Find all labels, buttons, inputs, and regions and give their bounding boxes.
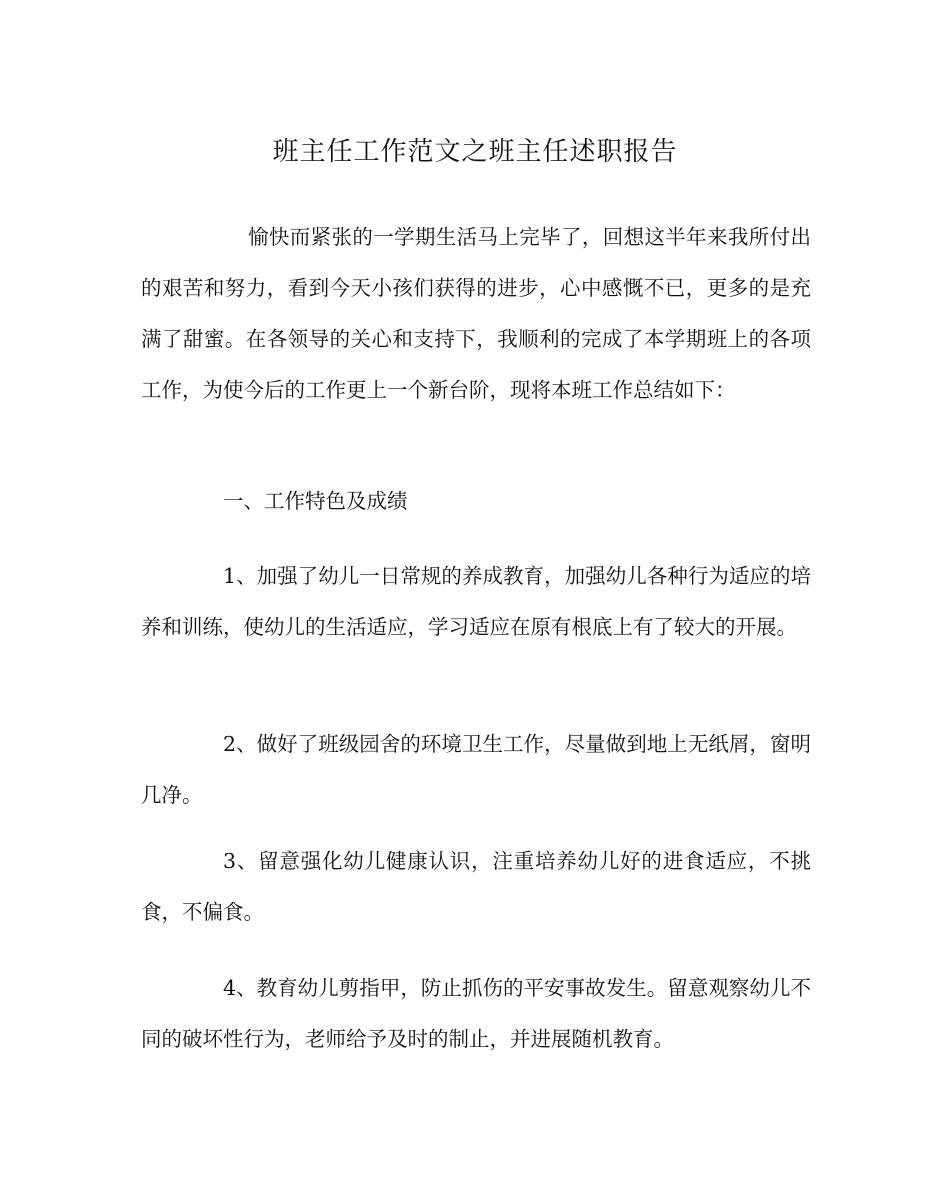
list-item: 2、做好了班级园舍的环境卫生工作，尽量做到地上无纸屑，窗明几净。 <box>141 732 811 807</box>
list-item: 1、加强了幼儿一日常规的养成教育，加强幼儿各种行为适应的培养和训练，使幼儿的生活适应，学习适应在原有根底上有了较大的开展。 <box>141 564 811 639</box>
document-title: 班主任工作范文之班主任述职报告 <box>272 137 678 167</box>
section-heading: 一、工作特色及成绩 <box>223 489 408 513</box>
list-item: 4、教育幼儿剪指甲，防止抓伤的平安事故发生。留意观察幼儿不同的破坏性行为，老师给予及时的制止，并进展随机教育。 <box>141 976 811 1051</box>
paragraph-intro: 愉快而紧张的一学期生活马上完毕了，回想这半年来我所付出的艰苦和努力，看到今天小孩们获得的进步，心中感慨不已，更多的是充满了甜蜜。在各领导的关心和支持下，我顺利的完成了本学期班上的各项工作，为使今后的工作更上一个新台阶，现将本班工作总结如下： <box>141 225 811 402</box>
list-item: 3、留意强化幼儿健康认识，注重培养幼儿好的进食适应，不挑食，不偏食。 <box>141 849 811 924</box>
